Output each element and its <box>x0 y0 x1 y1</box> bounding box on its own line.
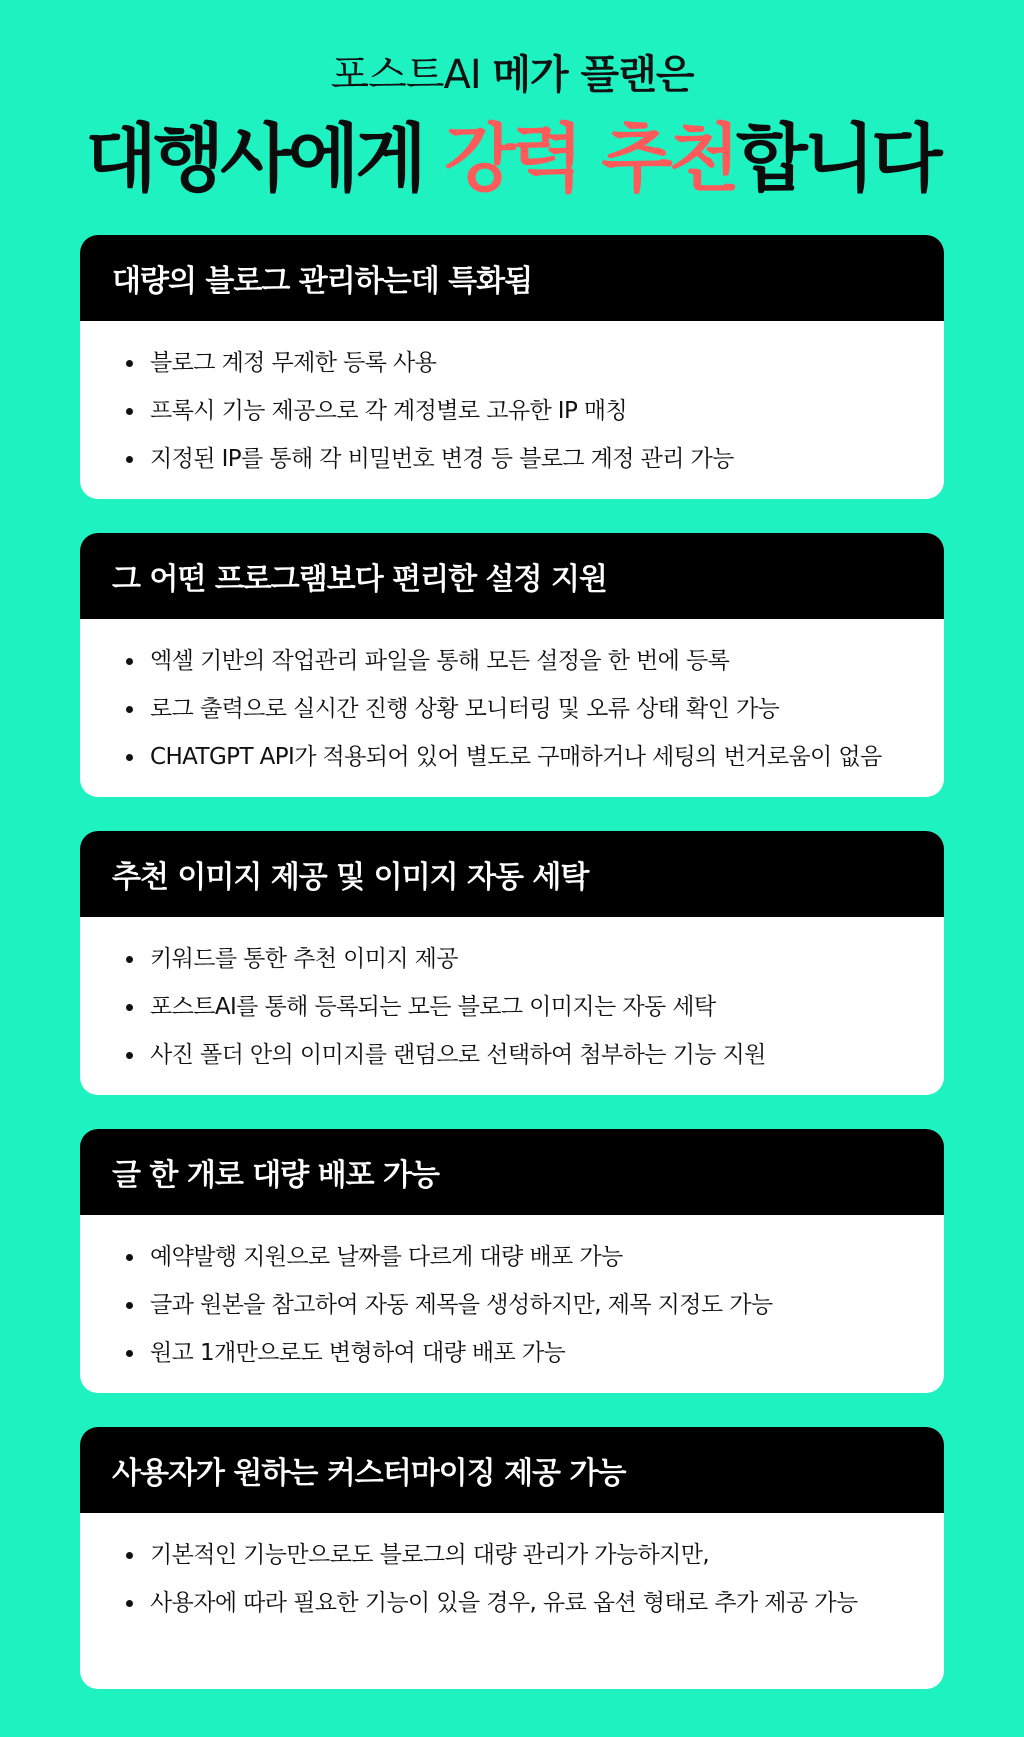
feature-card-title: 사용자가 원하는 커스터마이징 제공 가능 <box>80 1427 944 1513</box>
feature-item: 지정된 IP를 통해 각 비밀번호 변경 등 블로그 계정 관리 가능 <box>126 435 944 483</box>
feature-item: 엑셀 기반의 작업관리 파일을 통해 모든 설정을 한 번에 등록 <box>126 637 944 685</box>
feature-card-title: 대량의 블로그 관리하는데 특화됨 <box>80 235 944 321</box>
feature-card-title: 추천 이미지 제공 및 이미지 자동 세탁 <box>80 831 944 917</box>
feature-item: 사용자에 따라 필요한 기능이 있을 경우, 유료 옵션 형태로 추가 제공 가능 <box>126 1579 944 1627</box>
feature-card-customizing <box>80 1427 944 1689</box>
feature-card-body <box>80 1513 944 1689</box>
feature-card-title: 그 어떤 프로그램보다 편리한 설정 지원 <box>80 533 944 619</box>
page-subtitle <box>0 50 1024 100</box>
feature-list <box>80 935 944 1079</box>
feature-item: 예약발행 지원으로 날짜를 다르게 대량 배포 가능 <box>126 1233 944 1281</box>
title-accent: 강력 추천 <box>444 116 737 202</box>
feature-card-body <box>80 619 944 797</box>
feature-list <box>80 637 944 781</box>
feature-list <box>80 1531 944 1627</box>
feature-item: 원고 1개만으로도 변형하여 대량 배포 가능 <box>126 1329 944 1377</box>
feature-cards <box>80 235 944 1723</box>
feature-item: 프록시 기능 제공으로 각 계정별로 고유한 IP 매칭 <box>126 387 944 435</box>
feature-card-body <box>80 321 944 499</box>
feature-item: 포스트AI를 통해 등록되는 모든 블로그 이미지는 자동 세탁 <box>126 983 944 1031</box>
feature-item: 블로그 계정 무제한 등록 사용 <box>126 339 944 387</box>
feature-card-images <box>80 831 944 1095</box>
page-header <box>0 0 1024 204</box>
feature-item: 키워드를 통한 추천 이미지 제공 <box>126 935 944 983</box>
feature-item: 글과 원본을 참고하여 자동 제목을 생성하지만, 제목 지정도 가능 <box>126 1281 944 1329</box>
feature-list <box>80 339 944 483</box>
feature-card-bulk-blog <box>80 235 944 499</box>
feature-list <box>80 1233 944 1377</box>
title-suffix: 합니다 <box>736 116 939 202</box>
feature-card-body <box>80 917 944 1095</box>
subtitle-brand: 포스트AI <box>330 52 493 98</box>
subtitle-plan: 메가 플랜은 <box>492 52 694 98</box>
feature-card-body <box>80 1215 944 1393</box>
feature-item: CHATGPT API가 적용되어 있어 별도로 구매하거나 세팅의 번거로움이 없음 <box>126 733 944 781</box>
feature-card-settings <box>80 533 944 797</box>
feature-card-distribution <box>80 1129 944 1393</box>
title-prefix: 대행사에게 <box>85 116 445 202</box>
feature-item: 사진 폴더 안의 이미지를 랜덤으로 선택하여 첨부하는 기능 지원 <box>126 1031 944 1079</box>
feature-card-title: 글 한 개로 대량 배포 가능 <box>80 1129 944 1215</box>
page-title <box>0 114 1024 204</box>
feature-item: 로그 출력으로 실시간 진행 상황 모니터링 및 오류 상태 확인 가능 <box>126 685 944 733</box>
feature-item: 기본적인 기능만으로도 블로그의 대량 관리가 가능하지만, <box>126 1531 944 1579</box>
